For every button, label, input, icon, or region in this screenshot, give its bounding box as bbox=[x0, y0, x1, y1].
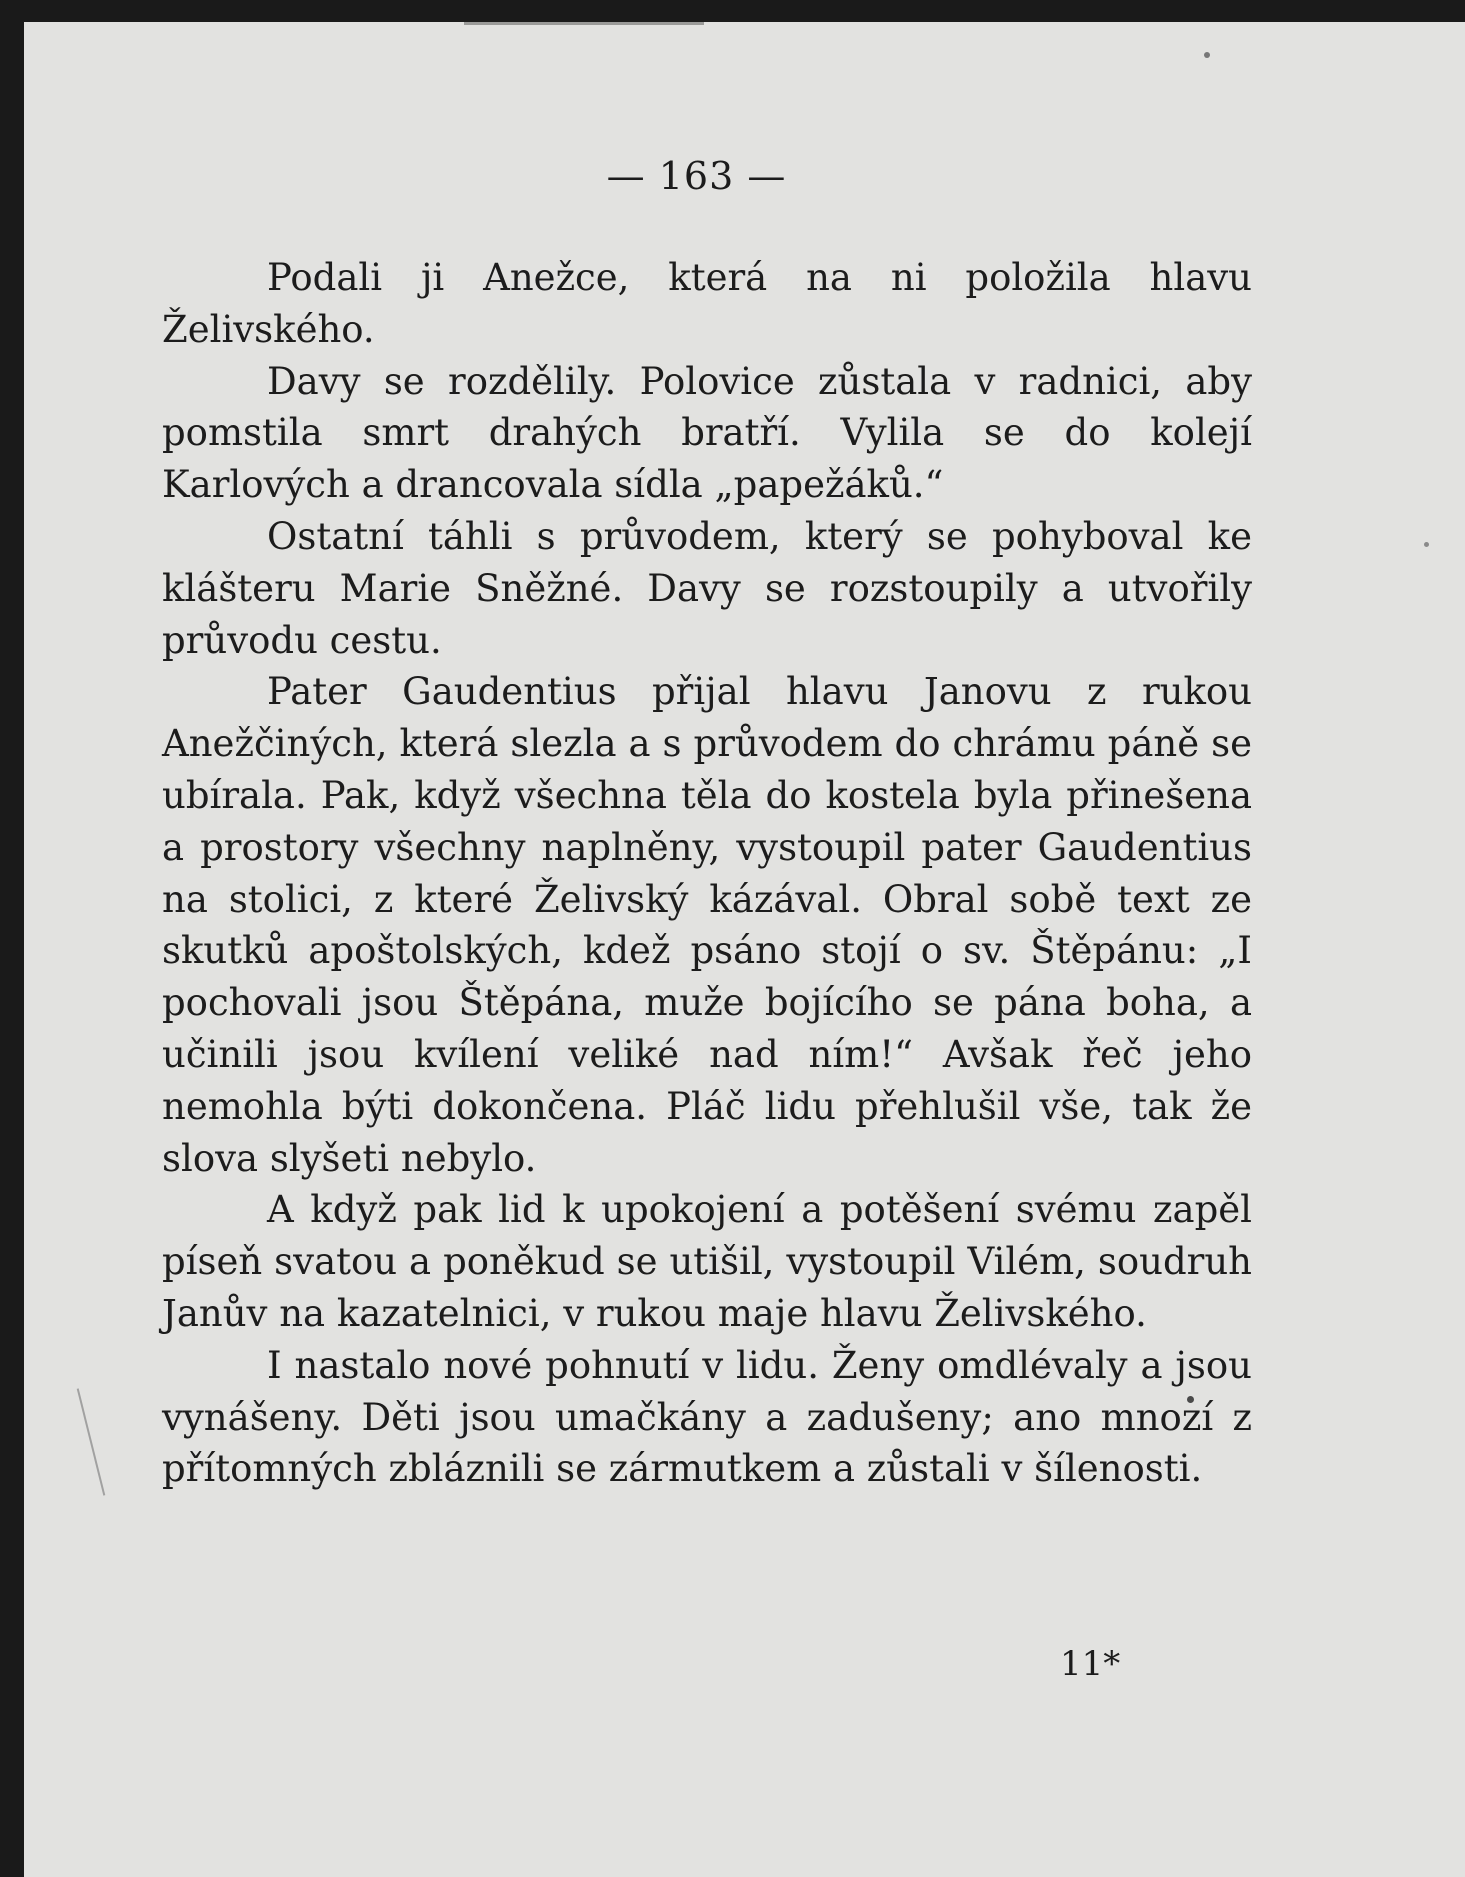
page-top-edge bbox=[464, 22, 704, 25]
paragraph: Ostatní táhli s průvodem, který se pohyboval ke klášteru Marie Sněžné. Davy se rozstoupily a utvořily průvodu cestu. bbox=[162, 514, 1252, 662]
paragraph: Podali ji Anežce, která na ni položila hlavu Želivského. bbox=[162, 256, 1252, 351]
ink-speck bbox=[1204, 52, 1210, 58]
body-text bbox=[162, 252, 1252, 1495]
ink-speck bbox=[1424, 542, 1429, 547]
paragraph: Davy se rozdělily. Polovice zůstala v radnici, aby pomstila smrt drahých bratří. Vylila se do kolejí Karlových a drancovala sídla „papežáků.“ bbox=[162, 359, 1252, 507]
paragraph: A když pak lid k upokojení a potěšení svému zapěl píseň svatou a poněkud se utišil, vystoupil Vilém, soudruh Janův na kazatelnici, v rukou maje hlavu Želivského. bbox=[162, 1188, 1252, 1335]
signature-mark: 11* bbox=[1060, 1644, 1121, 1684]
margin-scratch bbox=[77, 1388, 106, 1495]
page-number: — 163 — bbox=[606, 154, 787, 198]
paragraph: Pater Gaudentius přijal hlavu Janovu z rukou Anežčiných, která slezla a s průvodem do chrámu páně se ubírala. Pak, když všechna těla do kostela byla přinešena a prostory všechny naplněny, vystoupil pater Gaudentius na stolici, z které Želivský kázával. Obral sobě text ze skutků apoštolských, kdež psáno stojí o sv. Štěpánu: „I pochovali jsou Štěpána, muže bojícího se pána boha, a učinili jsou kvílení veliké nad ním!“ Avšak řeč jeho nemohla býti dokončena. Pláč lidu přehlušil vše, tak že slova slyšeti nebylo. bbox=[162, 670, 1252, 1180]
book-page bbox=[24, 22, 1465, 1877]
paragraph: I nastalo nové pohnutí v lidu. Ženy omdlévaly a jsou vynášeny. Děti jsou umačkány a zadušeny; ano mnozí z přítomných zbláznili se zármutkem a zůstali v šílenosti. bbox=[162, 1343, 1252, 1491]
